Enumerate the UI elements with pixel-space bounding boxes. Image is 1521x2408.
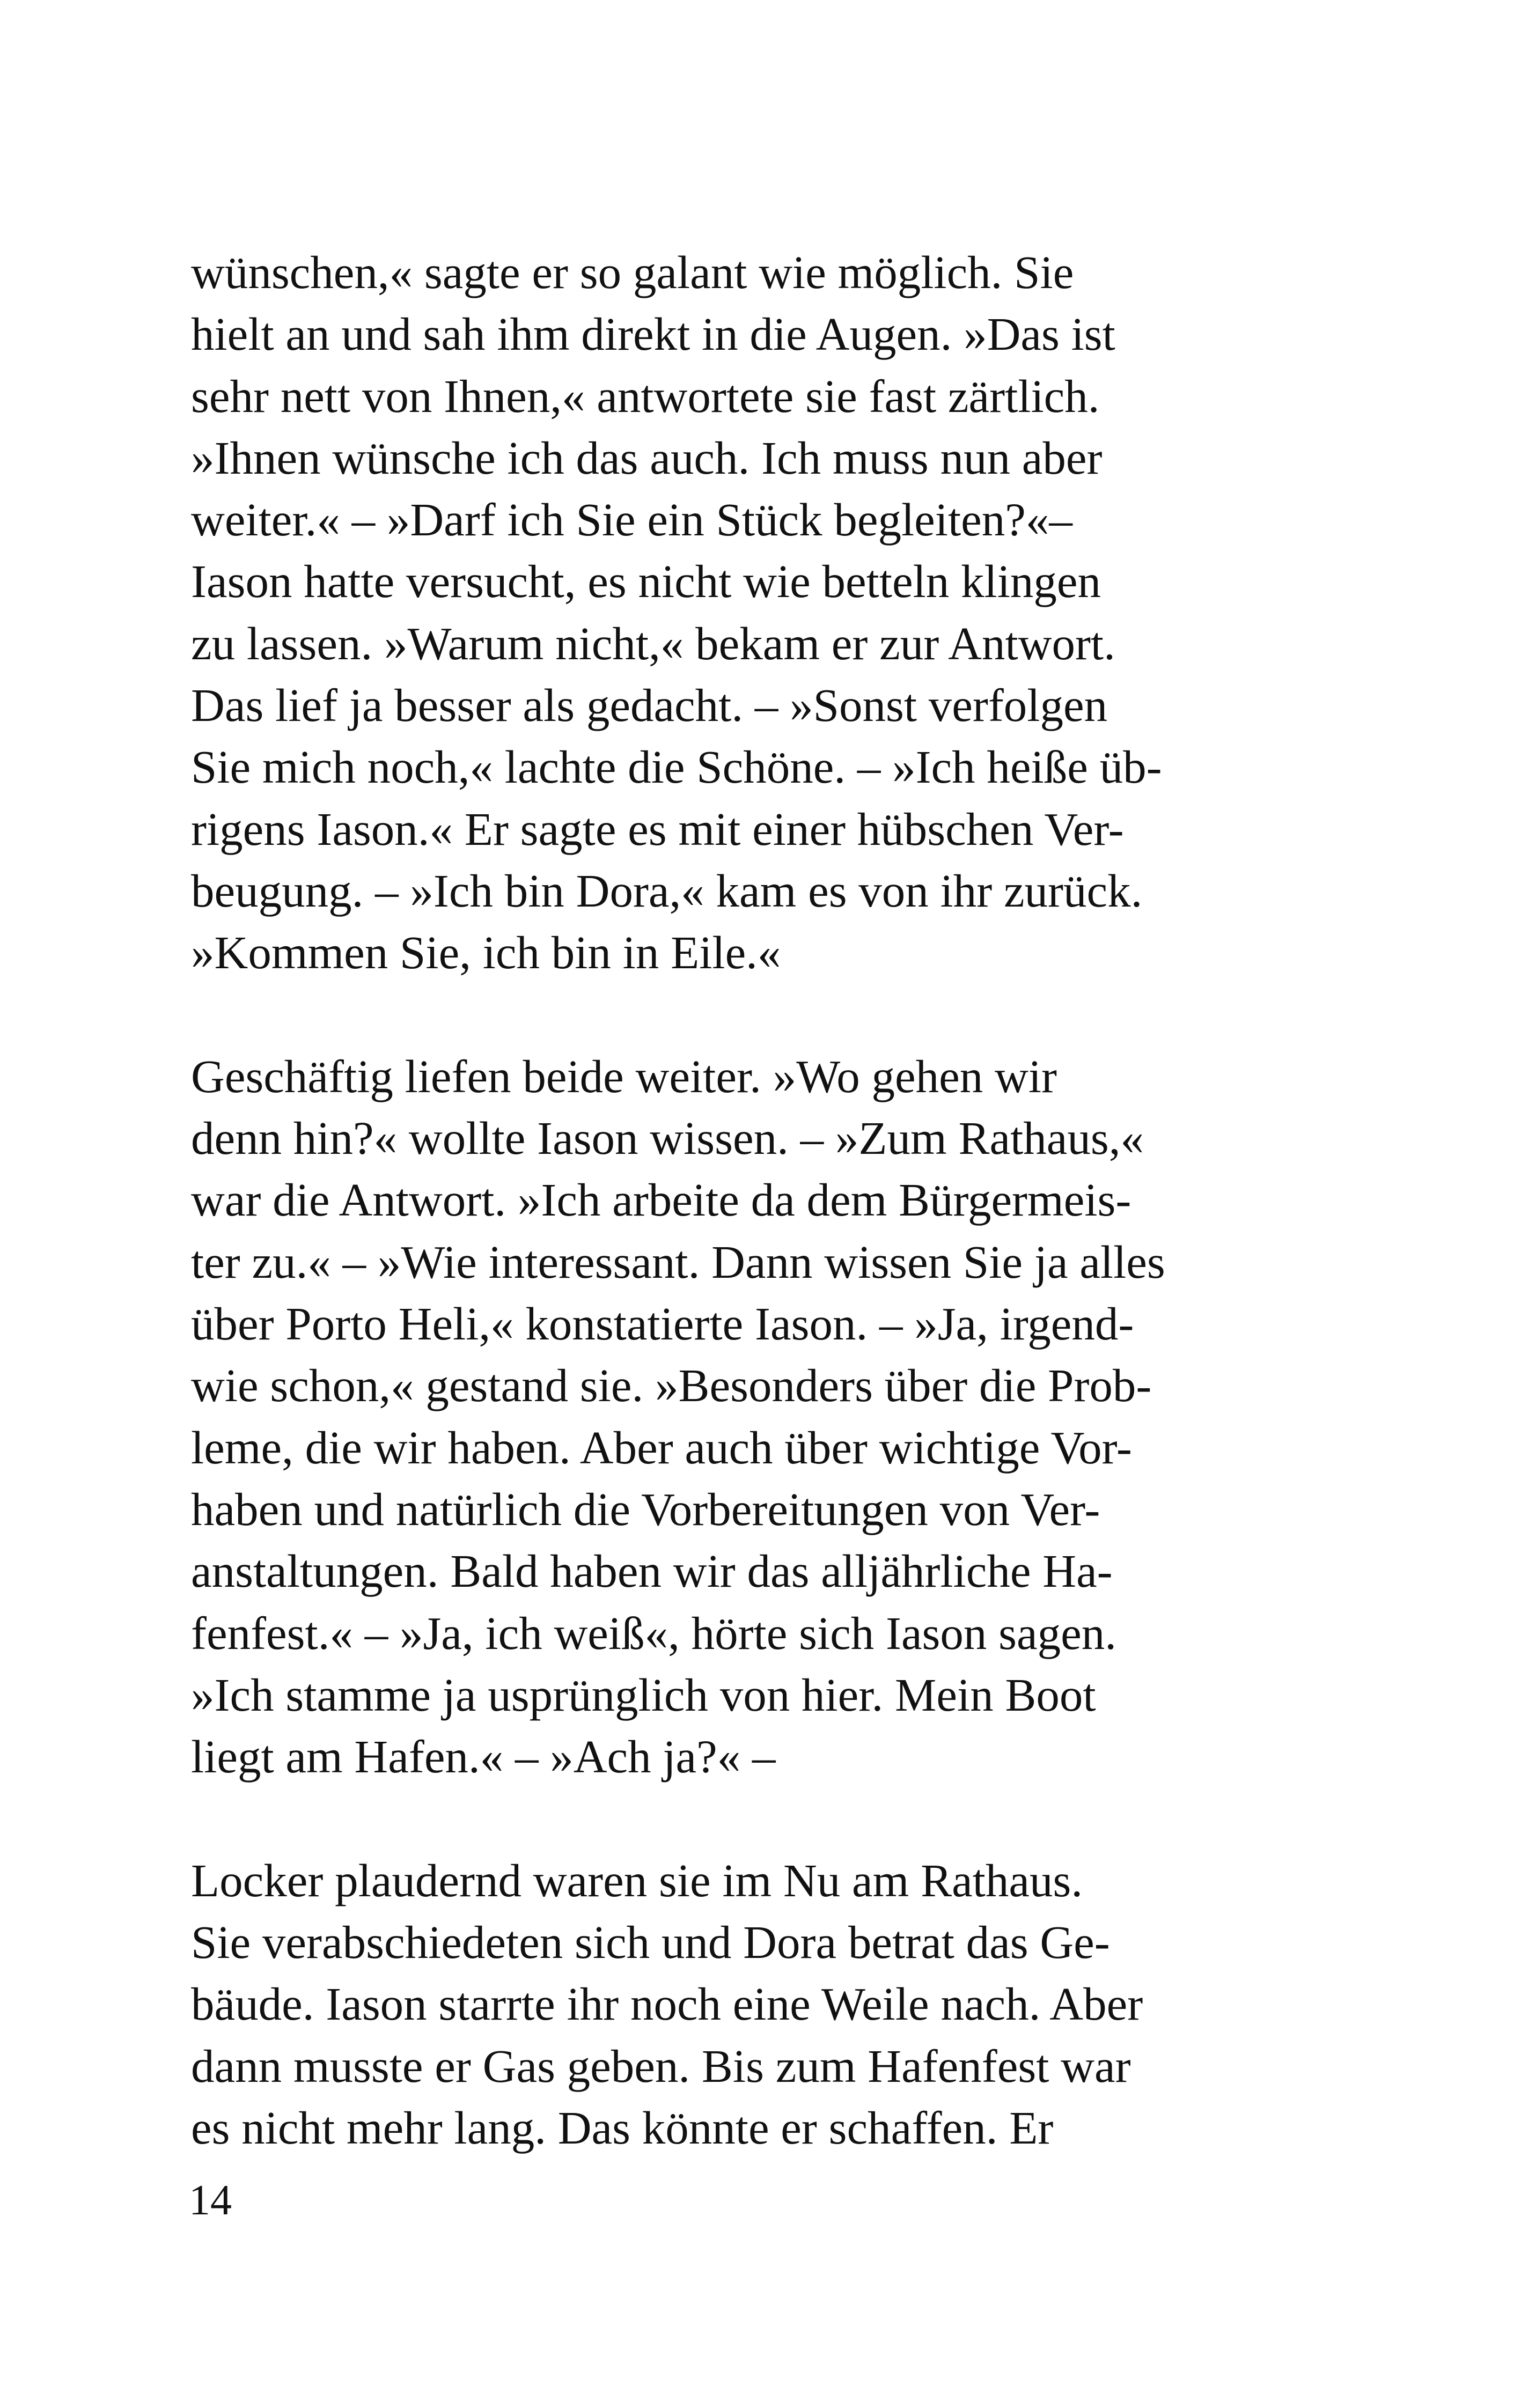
text-line: Iason hatte versucht, es nicht wie betteln klingen [191,555,1101,608]
text-line: Geschäftig liefen beide weiter. »Wo gehen wir [191,1050,1057,1102]
text-line: rigens Iason.« Er sagte es mit einer hübschen Ver- [191,802,1124,855]
text-line: leme, die wir haben. Aber auch über wichtige Vor- [191,1421,1132,1474]
text-line: bäude. Iason starrte ihr noch eine Weile nach. Aber [191,1978,1143,2030]
paragraph-1 [191,241,1328,984]
text-line: ter zu.« – »Wie interessant. Dann wissen Sie ja alles [191,1235,1165,1288]
text-line: Das lief ja besser als gedacht. – »Sonst verfolgen [191,679,1108,732]
paragraph-gap [191,1787,1328,1849]
text-line: Sie verabschiedeten sich und Dora betrat das Ge- [191,1916,1110,1969]
body-text [191,241,1328,2159]
text-line: liegt am Hafen.« – »Ach ja?« – [191,1730,776,1783]
page-number: 14 [189,2177,232,2224]
text-line: zu lassen. »Warum nicht,« bekam er zur Antwort. [191,617,1115,669]
text-line: wie schon,« gestand sie. »Besonders über die Prob- [191,1359,1152,1412]
text-line: »Ihnen wünsche ich das auch. Ich muss nun aber [191,431,1103,484]
text-line: hielt an und sah ihm direkt in die Augen. »Das ist [191,308,1115,360]
text-line: »Kommen Sie, ich bin in Eile.« [191,926,781,979]
text-line: »Ich stamme ja usprünglich von hier. Mein Boot [191,1668,1096,1721]
text-line: war die Antwort. »Ich arbeite da dem Bürgermeis- [191,1174,1131,1226]
text-line: haben und natürlich die Vorbereitungen von Ver- [191,1483,1100,1535]
text-line: weiter.« – »Darf ich Sie ein Stück begleiten?«– [191,494,1072,546]
paragraph-2 [191,1045,1328,1788]
text-line: über Porto Heli,« konstatierte Iason. – »Ja, irgend- [191,1298,1134,1350]
text-line: Sie mich noch,« lachte die Schöne. – »Ich heiße üb- [191,741,1162,793]
text-line: beugung. – »Ich bin Dora,« kam es von ihr zurück. [191,864,1143,917]
paragraph-3 [191,1850,1328,2159]
paragraph-gap [191,984,1328,1045]
text-line: dann musste er Gas geben. Bis zum Hafenfest war [191,2039,1131,2092]
text-line: denn hin?« wollte Iason wissen. – »Zum Rathaus,« [191,1112,1144,1165]
text-line: es nicht mehr lang. Das könnte er schaffen. Er [191,2101,1054,2154]
text-line: wünschen,« sagte er so galant wie möglich. Sie [191,246,1074,298]
text-line: anstaltungen. Bald haben wir das alljährliche Ha- [191,1545,1113,1597]
text-line: fenfest.« – »Ja, ich weiß«, hörte sich Iason sagen. [191,1607,1117,1659]
text-line: Locker plaudernd waren sie im Nu am Rathaus. [191,1854,1083,1906]
text-line: sehr nett von Ihnen,« antwortete sie fast zärtlich. [191,370,1100,422]
